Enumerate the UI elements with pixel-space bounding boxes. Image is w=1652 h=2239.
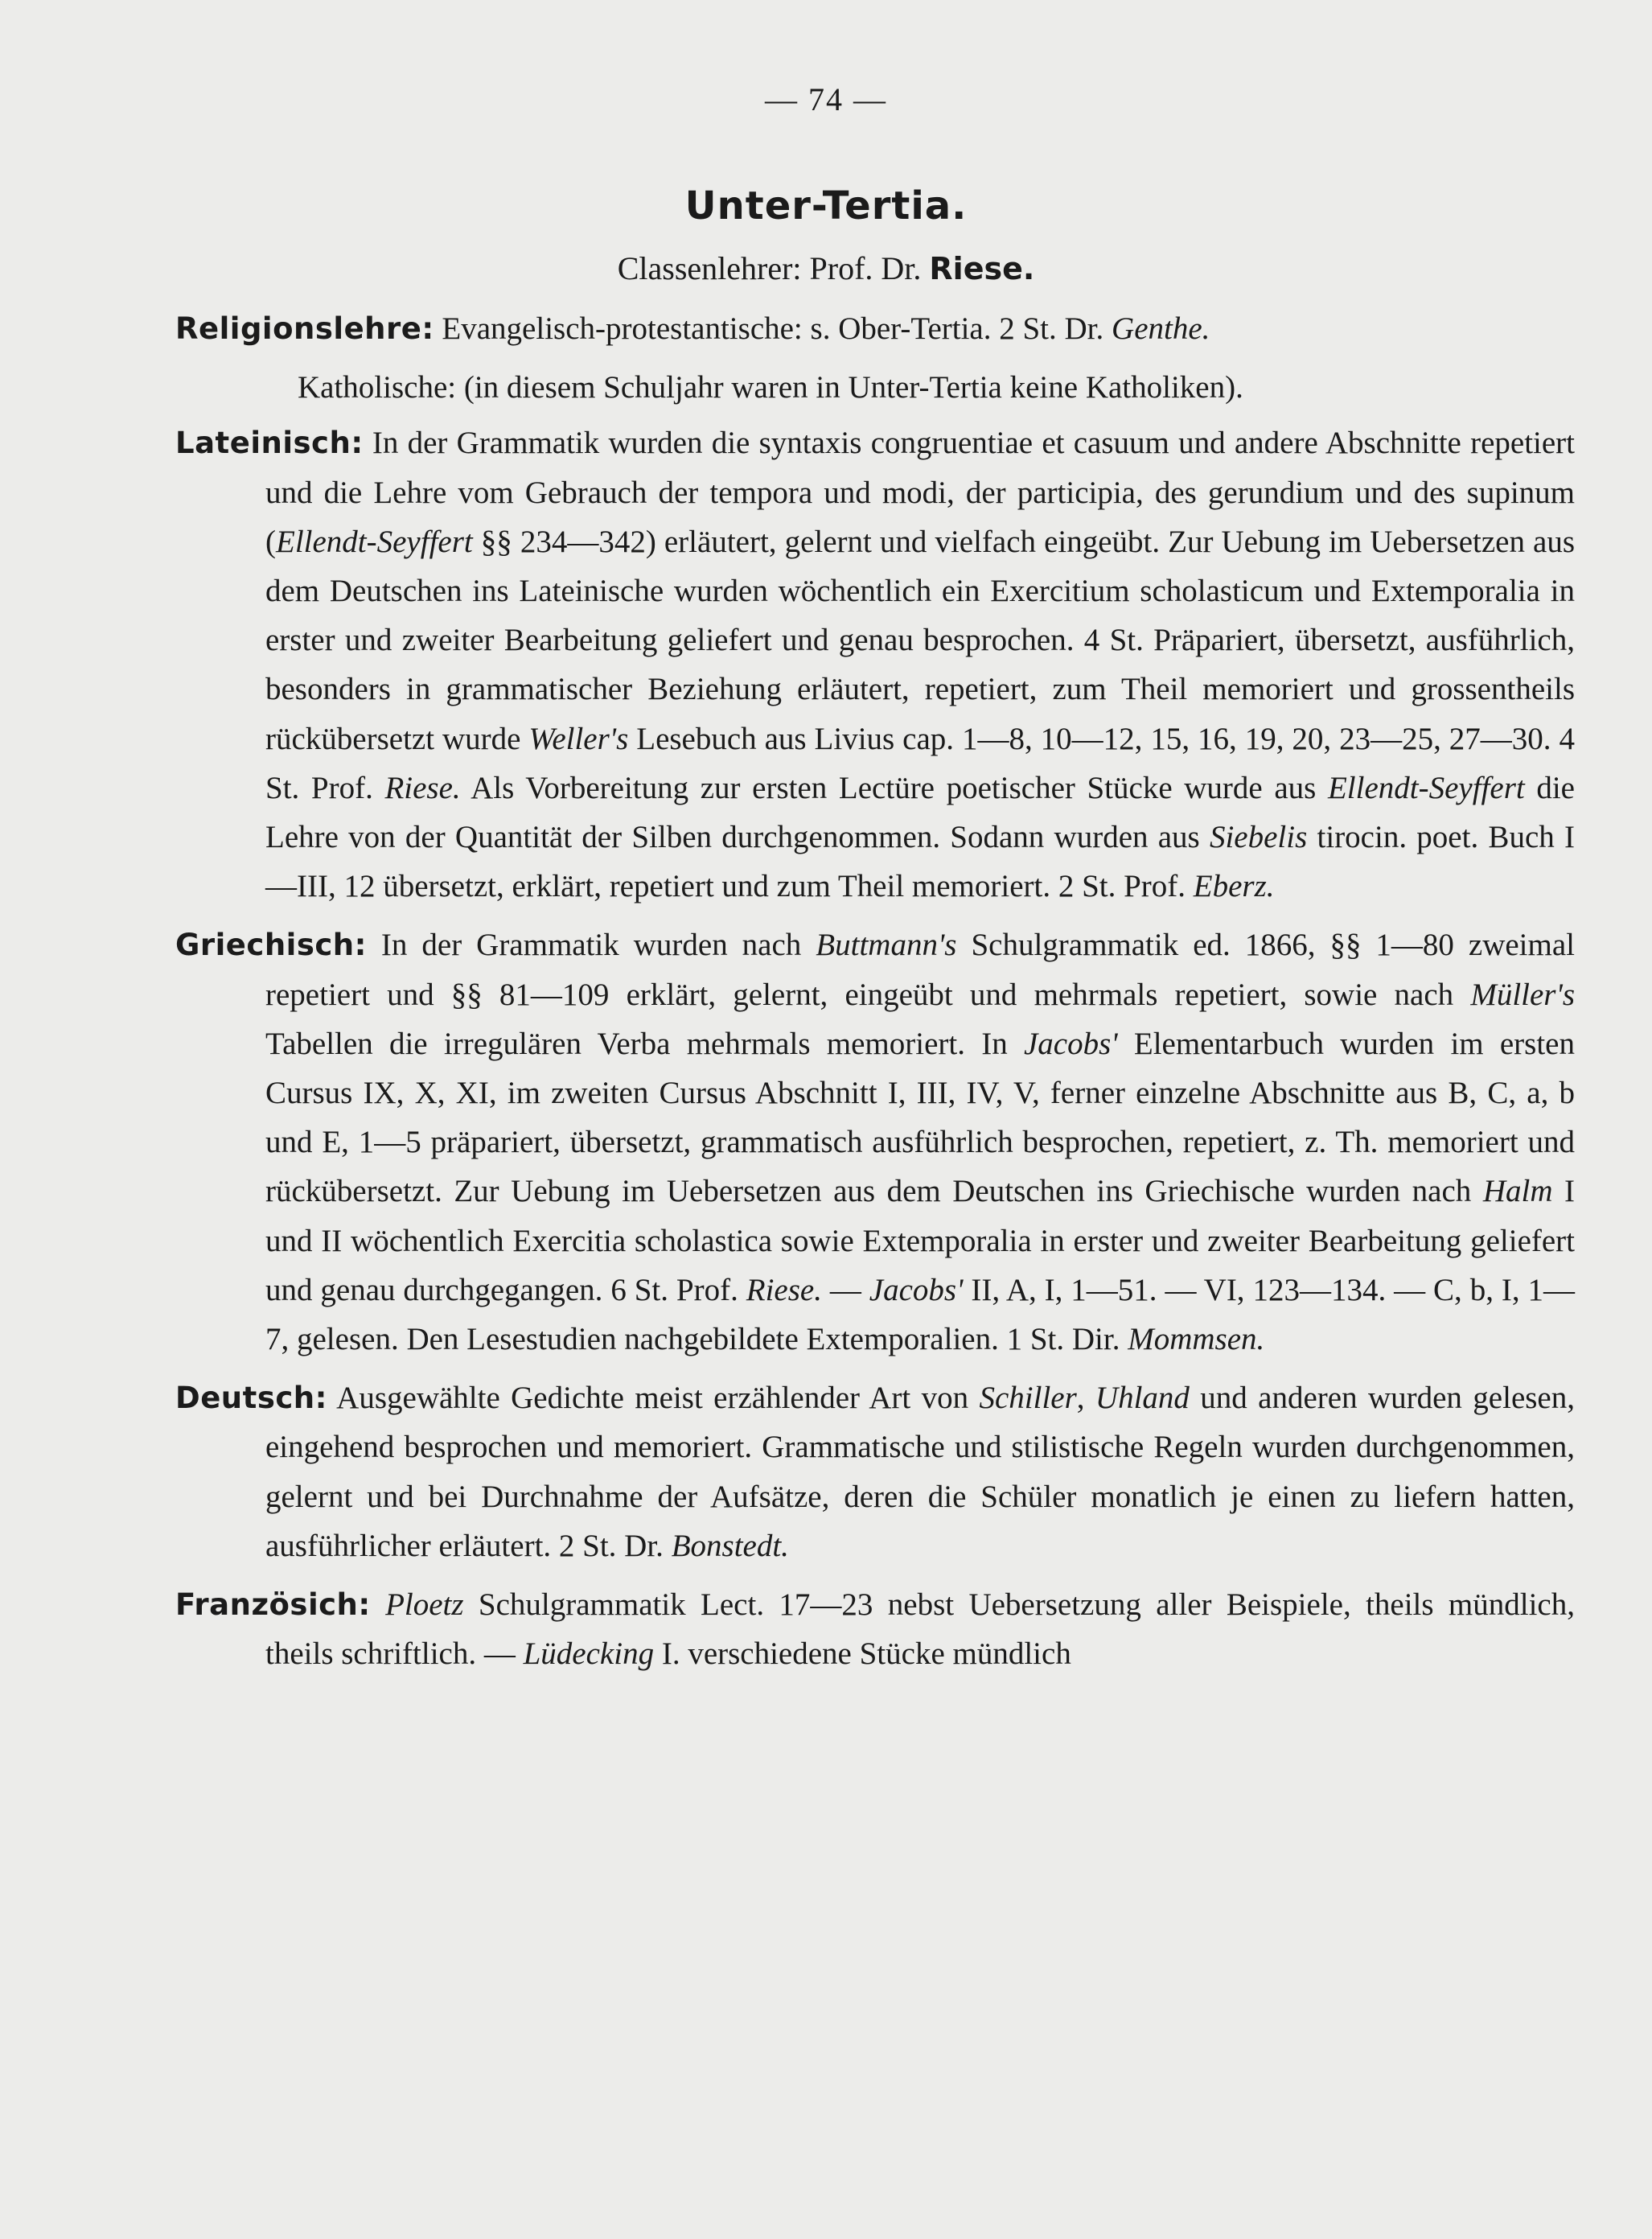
religion-heading: Religionslehre: <box>175 311 434 346</box>
class-teacher-label: Classenlehrer: Prof. Dr. <box>617 250 922 286</box>
greek-ref-5: Riese. <box>746 1272 822 1307</box>
religion-text: Evangelisch-protestantische: s. Ober-Tertia. 2 St. Dr. <box>434 311 1112 346</box>
greek-ref-7: Mommsen. <box>1128 1322 1265 1357</box>
latin-ref-6: Eberz. <box>1193 869 1275 904</box>
greek-paragraph <box>175 920 1575 1364</box>
latin-text-5: die Lehre von der Quantität der Silben durchgenommen. Sodann wurden aus <box>265 770 1575 855</box>
french-heading: Französich: <box>175 1587 371 1623</box>
french-ref-1: Ploetz <box>385 1587 464 1623</box>
latin-ref-1: Ellendt-Seyffert <box>276 524 473 559</box>
latin-ref-5: Siebelis <box>1209 820 1308 855</box>
greek-heading: Griechisch: <box>175 928 367 963</box>
document-body <box>175 304 1575 1688</box>
greek-text-5: I und II wöchentlich Exercitia scholastica sowie Extemporalia in erster und zweiter Bearbeitung geliefert und genau durchgegangen. 6 St. Prof. <box>265 1174 1575 1307</box>
french-text-1: Schulgrammatik Lect. 17—23 nebst Uebersetzung aller Beispiele, theils mündlich, theils schriftlich. — <box>265 1587 1575 1672</box>
latin-ref-4: Ellendt-Seyffert <box>1327 770 1525 805</box>
latin-ref-2: Weller's <box>528 721 629 756</box>
latin-paragraph <box>175 418 1575 911</box>
latin-heading: Lateinisch: <box>175 426 364 461</box>
latin-text-2: §§ 234—342) erläutert, gelernt und vielfach eingeübt. Zur Uebung im Uebersetzen aus dem Deutschen ins Lateinische wurden wöchentlich ein Exercitium scholasticum und Extemporalia in erster und zweiter Bearbeitung geliefert und genau besprochen. 4 St. Präpariert, übersetzt, ausführlich, besonders in grammatischer Beziehung erläutert, repetiert, zum Theil memoriert und grossentheils rückübersetzt wurde <box>265 524 1575 756</box>
french-text-2: I. verschiedene Stücke mündlich <box>654 1636 1071 1672</box>
german-paragraph <box>175 1373 1575 1570</box>
german-ref-1: Schiller <box>979 1381 1077 1416</box>
german-text-1: Ausgewählte Gedichte meist erzählender Art von <box>327 1381 980 1416</box>
greek-text-2: Schulgrammatik ed. 1866, §§ 1—80 zweimal repetiert und §§ 81—109 erklärt, gelernt, eingeübt und mehrmals repetiert, sowie nach <box>265 928 1576 1012</box>
greek-text-1: In der Grammatik wurden nach <box>366 928 816 963</box>
catholic-text: Katholische: (in diesem Schuljahr waren in Unter-Tertia keine Katholiken). <box>298 370 1243 405</box>
religion-teacher: Genthe. <box>1112 311 1210 346</box>
german-ref-3: Bonstedt. <box>671 1528 789 1563</box>
greek-ref-2: Müller's <box>1470 977 1575 1012</box>
class-teacher-line <box>0 249 1652 287</box>
french-paragraph <box>175 1580 1575 1678</box>
latin-ref-3: Riese. <box>384 770 461 805</box>
greek-ref-1: Buttmann's <box>816 928 957 963</box>
latin-text-1: In der Grammatik wurden die syntaxis congruentiae et casuum und andere Abschnitte repetiert und die Lehre vom Gebrauch der tempora und modi, der participia, des gerundium und des supinum ( <box>265 426 1575 559</box>
page-number: — 74 — <box>765 81 887 117</box>
class-teacher-name: Riese. <box>929 251 1035 286</box>
german-text-2: , <box>1076 1381 1095 1416</box>
greek-text-6: — <box>821 1272 869 1307</box>
section-title: Unter-Tertia. <box>684 183 968 228</box>
catholic-paragraph <box>175 363 1575 412</box>
french-ref-2: Lüdecking <box>523 1636 655 1672</box>
religion-paragraph <box>175 304 1575 353</box>
greek-text-7: II, A, I, 1—51. — VI, 123—134. — C, b, I, 1—7, gelesen. Den Lesestudien nachgebildete Extemporalien. 1 St. Dir. <box>265 1272 1576 1357</box>
german-text-3: und anderen wurden gelesen, eingehend besprochen und memoriert. Grammatische und stilistische Regeln wurden durchgenommen, gelernt und bei Durchnahme der Aufsätze, deren die Schüler monatlich je einen zu liefern hatten, ausführlicher erläutert. 2 St. Dr. <box>265 1381 1575 1563</box>
german-heading: Deutsch: <box>175 1381 327 1416</box>
greek-ref-6: Jacobs' <box>869 1272 964 1307</box>
greek-ref-3: Jacobs' <box>1023 1026 1118 1061</box>
latin-text-3: Lesebuch aus Livius cap. 1—8, 10—12, 15, 16, 19, 20, 23—25, 27—30. 4 St. Prof. <box>265 721 1575 805</box>
latin-text-6: tirocin. poet. Buch I—III, 12 übersetzt, erklärt, repetiert und zum Theil memoriert. 2 St. Prof. <box>265 820 1575 904</box>
greek-text-4: Elementarbuch wurden im ersten Cursus IX, X, XI, im zweiten Cursus Abschnitt I, III, IV, V, ferner einzelne Abschnitte aus B, C, a, b und E, 1—5 präpariert, übersetzt, grammatisch ausführlich besprochen, repetiert, z. Th. memoriert und rückübersetzt. Zur Uebung im Uebersetzen aus dem Deutschen ins Griechische wurden nach <box>265 1026 1575 1209</box>
latin-text-4: Als Vorbereitung zur ersten Lectüre poetischer Stücke wurde aus <box>460 770 1328 805</box>
greek-text-3: Tabellen die irregulären Verba mehrmals memoriert. In <box>265 1026 1024 1061</box>
greek-ref-4: Halm <box>1482 1174 1553 1209</box>
german-ref-2: Uhland <box>1095 1381 1190 1416</box>
